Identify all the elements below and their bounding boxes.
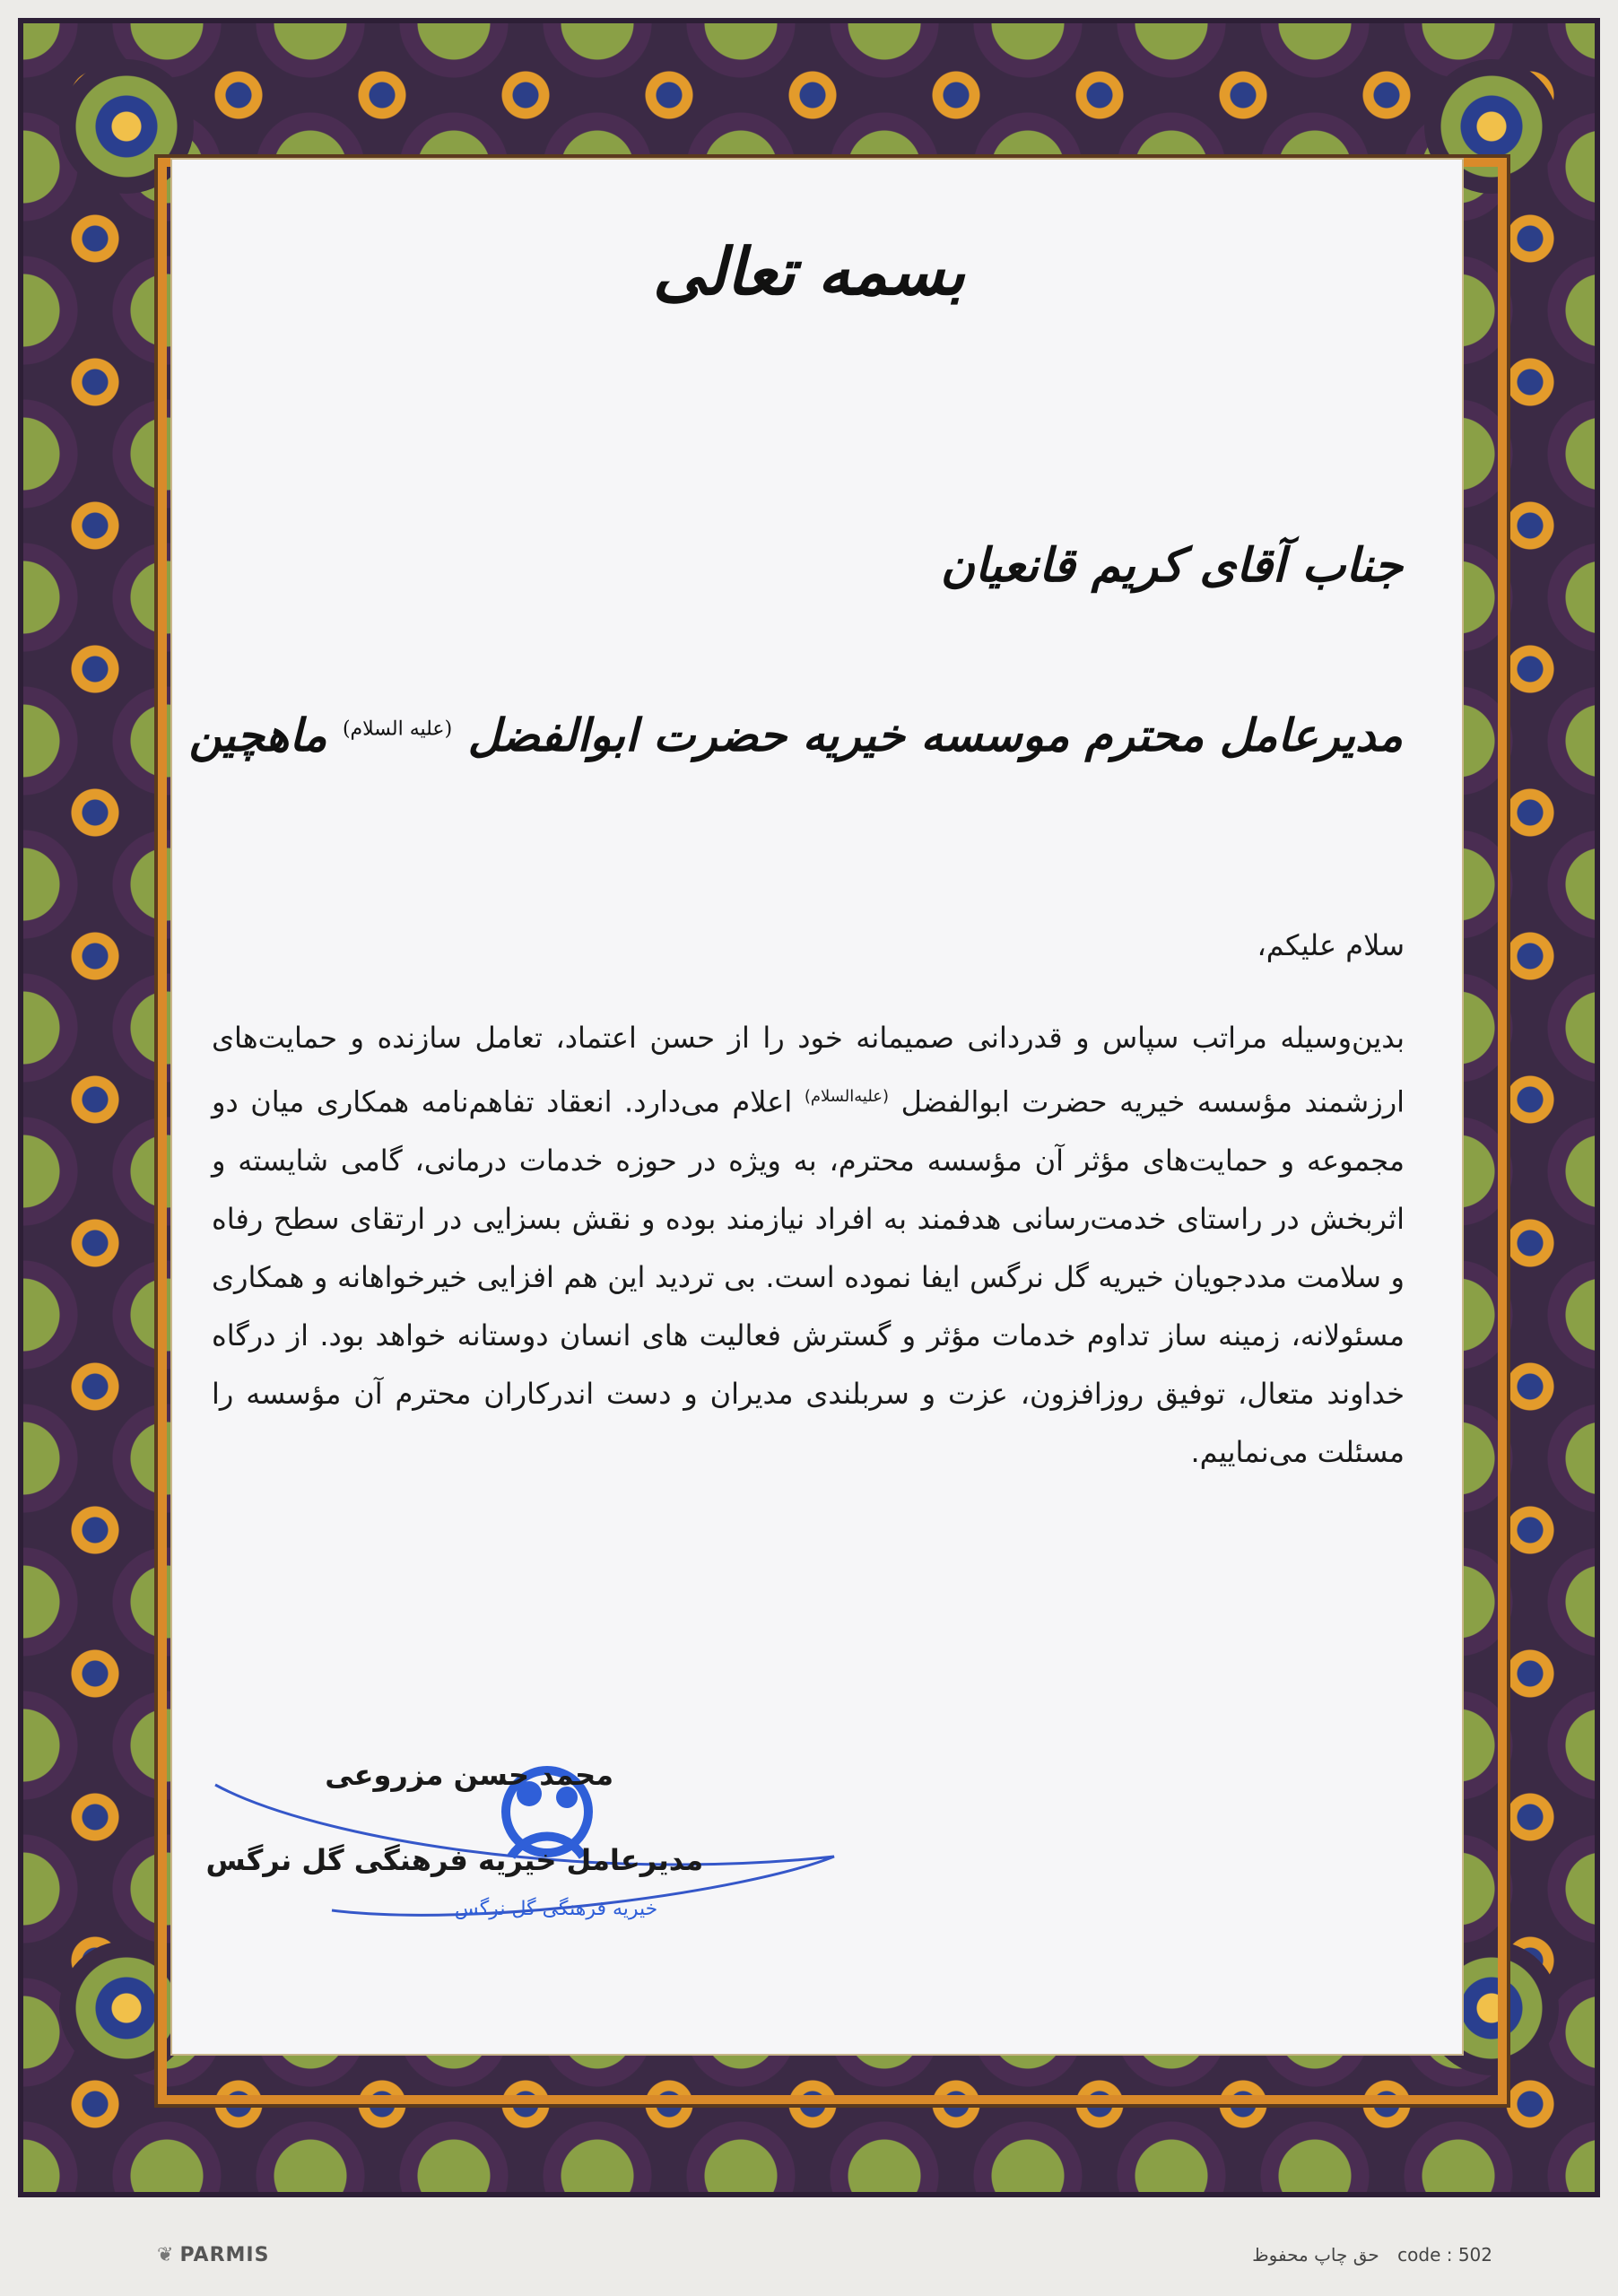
signer-name: محمد حسن مزروعی <box>325 1758 613 1792</box>
footer-brand <box>157 2244 269 2266</box>
recipient-title-main: مدیرعامل محترم موسسه خیریه حضرت ابوالفضل <box>467 709 1403 761</box>
brand-name: PARMIS <box>179 2244 270 2266</box>
footer-meta <box>1240 2244 1492 2266</box>
recipient-title-place: ماهچین <box>188 709 327 761</box>
signer-title: مدیرعامل خیریه فرهنگی گل نرگس <box>205 1843 703 1877</box>
letter-body-honorific: (علیه‌السلام) <box>804 1087 890 1106</box>
brand-logo-icon: ❦ <box>157 2244 175 2266</box>
letter-body-part1: بدین‌وسیله مراتب سپاس و قدردانی صمیمانه خود را از حسن اعتماد، تعامل سازنده و حمایت‌های ارزشمند مؤسسه خیریه حضرت ابوالفضل <box>212 1021 1405 1119</box>
recipient-title <box>189 709 1403 761</box>
footer-rights: حق چاپ محفوظ <box>1252 2244 1379 2266</box>
stamp-text: خیریه فرهنگی گل نرگس <box>454 1898 658 1920</box>
letter-body-part2: اعلام می‌دارد. انعقاد تفاهم‌نامه همکاری میان دو مجموعه و حمایت‌های مؤثر آن مؤسسه محترم، به ویژه در حوزه خدمات درمانی، گامی شایسته و اثربخش در راستای خدمت‌رسانی هدفمند به افراد نیازمند بوده و نقش بسزایی در ارتقای سطح رفاه و سلامت مددجویان خیریه گل نرگس ایفا نموده است. بی تردید این هم افزایی خیرخواهانه و همکاری مسئولانه، زمینه ساز تداوم خدمات مؤثر و گسترش فعالیت های انسان دوستانه خواهد بود. از درگاه خداوند متعال، توفیق روزافزون، عزت و سربلندی مدیران و دست اندرکاران محترم آن مؤسسه را مسئلت می‌نماییم. <box>212 1084 1405 1469</box>
recipient-honorific: (علیه السلام) <box>342 718 453 741</box>
recipient-name: جناب آقای کریم قانعیان <box>940 538 1403 593</box>
letter-body <box>212 1009 1405 1482</box>
letter-greeting: سلام علیکم، <box>1257 928 1405 962</box>
letter-heading: بسمه تعالی <box>652 233 966 309</box>
footer-code: code : 502 <box>1397 2244 1492 2266</box>
